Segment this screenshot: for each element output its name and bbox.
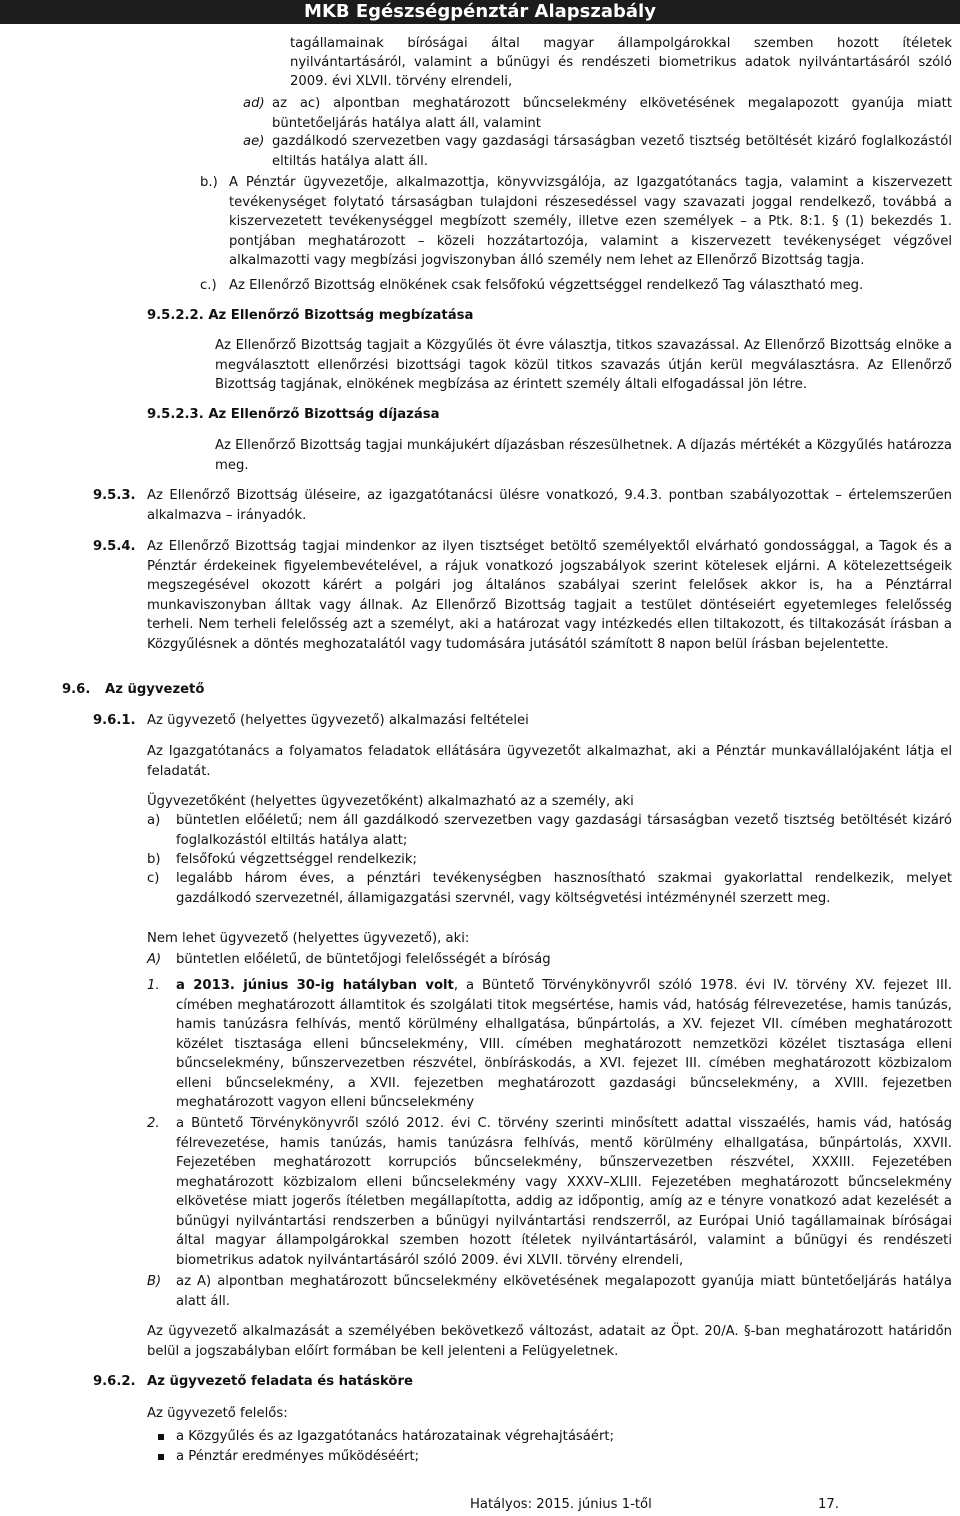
paragraph-9-6-1-p3: Nem lehet ügyvezető (helyettes ügyvezető), aki: (147, 931, 470, 946)
section-num-9-5-4: 9.5.4. (93, 539, 136, 554)
footer-effective-date: Hatályos: 2015. június 1-től (470, 1497, 652, 1512)
list-item-b-text: felsőfokú végzettséggel rendelkezik; (176, 852, 417, 867)
section-num-9-6-2: 9.6.2. (93, 1374, 136, 1389)
list-item-a-text: büntetlen előéletű; nem áll gazdálkodó szervezetben vagy gazdasági társaságban vezető tisztség betöltését kizáró foglalkozástól eltiltás hatálya alatt; (176, 813, 952, 848)
item-A-text: büntetlen előéletű, de büntetőjogi felelősségét a bíróság (176, 952, 551, 967)
paragraph-9-6-1-p1: Az Igazgatótanács a folyamatos feladatok ellátására ügyvezetőt alkalmazhat, aki a Pénztár munkavállalójaként látja el feladatát. (147, 744, 952, 779)
item-1-body: , a Büntető Törvénykönyvről szóló 1978. évi IV. törvény XV. fejezet III. címében meghatározott államtitok és szolgálati titok megsértése, hamis vád, hatóság félrevezetése, hamis tanúzás, hamis tanúzásra felhívás, mentő körülmény elhallgatása, bűnpártolás, a XV. fejezet VII. címében meghatározott közélet tisztasága elleni bűncselekmény, VIII. címében meghatározott nemzetközi közélet tisztasága elleni bűncselekmény, bűnszervezetben részvétel, önbíráskodás, a XVI. fejezet III. címében meghatározott közbizalom elleni bűncselekmény, a XVII. fejezetben meghatározott gazdasági bűncselekmény, a XVIII. fejezetben meghatározott vagyon elleni bűncselekmény (176, 978, 952, 1110)
item-1-label: 1. (147, 978, 160, 993)
heading-9-5-2-3: 9.5.2.3. Az Ellenőrző Bizottság díjazása (147, 407, 440, 422)
paragraph-9-5-4: Az Ellenőrző Bizottság tagjai mindenkor az ilyen tisztséget betöltő személyektől elvárható gondossággal, a Tagok és a Pénztár érdekeinek figyelembevételével, a rájuk vonatkozó jogszabályok szerint kötelesek eljárni. A kötelezettségeik megszegésével okozott kárért a polgári jog általános szabályai szerint felelősek akkor is, ha a Pénztárral munkaviszonyban álltak vagy állnak. Az Ellenőrző Bizottság tagjait a testület döntéseiért egyetemleges felelősség terheli. Nem terheli felelősség azt a személyt, aki a határozat vagy intézkedés ellen tiltakozott, és tiltakozását írásban a Közgyűlésnek a döntés meghozatalától vagy tudomására jutásától számított 8 napon belül írásban bejelentette. (147, 539, 952, 652)
item-A-label: A) (147, 952, 162, 967)
item-B-label: B) (147, 1274, 162, 1289)
list-item-a-label: a) (147, 813, 161, 828)
continuation-line-2: nyilvántartásáról, valamint a bűnügyi és rendészeti biometrikus adatok nyilvántartásáról szóló (290, 55, 952, 70)
item-1-prefix: a (176, 978, 194, 993)
section-title-9-6: Az ügyvezető (105, 682, 205, 697)
paragraph-9-5-2-3: Az Ellenőrző Bizottság tagjai munkájukért díjazásban részesülhetnek. A díjazás mértékét a Közgyűlés határozza meg. (215, 438, 952, 473)
item-ae-text: gazdálkodó szervezetben vagy gazdasági társaságban vezető tisztség betöltését kizáró foglalkozástól eltiltás hatálya alatt áll. (272, 134, 952, 169)
continuation-line-3: 2009. évi XLVII. törvény elrendeli, (290, 74, 513, 89)
list-item-b-label: b) (147, 852, 161, 867)
item-b-text: A Pénztár ügyvezetője, alkalmazottja, könyvvizsgálója, az Igazgatótanács tagja, valamint a kiszervezett tevékenységet folytató társaságban tulajdoni részesedéssel vagy szavazati joggal rendelkező, továbbá a kiszervezetett tevékenységgel megbízott személy, illetve ezen személyek – a Ptk. 8:1. § (1) bekezdés 1. pontjában meghatározott – közeli hozzátartozója, valamint a kiszervezett tevékenységet végzővel alkalmazotti vagy megbízási jogviszonyban álló személy nem lehet az Ellenőrző Bizottság tagja. (229, 175, 952, 268)
item-ad-text: az ac) alpontban meghatározott bűncselekmény elkövetésének megalapozott gyanúja miatt büntetőeljárás hatálya alatt áll, valamint (272, 96, 952, 131)
item-c-text: Az Ellenőrző Bizottság elnökének csak felsőfokú végzettséggel rendelkező Tag választható meg. (229, 278, 864, 293)
item-1-text (176, 976, 952, 1113)
item-1-bold-date: 2013. június 30-ig hatályban volt (193, 978, 454, 993)
paragraph-9-5-3: Az Ellenőrző Bizottság üléseire, az igazgatótanácsi ülésre vonatkozó, 9.4.3. pontban szabályozottak – értelemszerűen alkalmazva – irányadók. (147, 488, 952, 523)
list-item-c-label: c) (147, 871, 160, 886)
section-num-9-6: 9.6. (62, 682, 91, 697)
continuation-line-1: tagállamainak bíróságai által magyar állampolgárokkal szemben hozott ítéletek (290, 36, 952, 51)
list-item-c-text: legalább három éves, a pénztári tevékenységben hasznosítható szakmai gyakorlattal rendelkezik, melyet gazdálkodó szervezetnél, államigazgatási szervnél, vagy költségvetési intézménynél szerzett meg. (176, 871, 952, 906)
item-2-label: 2. (147, 1116, 160, 1131)
document-header (0, 0, 960, 24)
item-B-text: az A) alpontban meghatározott bűncselekmény elkövetésének megalapozott gyanúja miatt büntetőeljárás hatálya alatt áll. (176, 1274, 952, 1309)
bullet-item-2: a Pénztár eredményes működéséért; (176, 1449, 420, 1464)
section-title-9-6-1: Az ügyvezető (helyettes ügyvezető) alkalmazási feltételei (147, 713, 529, 728)
bullet-square-icon (158, 1434, 164, 1440)
document-title: MKB Egészségpénztár Alapszabály (304, 1, 656, 22)
item-b-label: b.) (200, 175, 218, 190)
paragraph-9-5-2-2: Az Ellenőrző Bizottság tagjait a Közgyűlés öt évre választja, titkos szavazással. Az Ellenőrző Bizottság elnöke a megválasztott ellenőrzési bizottsági tagok közül titkos szavazás útján kerül megválasztásra. Az Ellenőrző Bizottság tagjának, elnökének megbízása az érintett személy általi elfogadással jön létre. (215, 338, 952, 392)
section-title-9-6-2: Az ügyvezető feladata és hatásköre (147, 1374, 413, 1389)
heading-9-5-2-2: 9.5.2.2. Az Ellenőrző Bizottság megbízatása (147, 308, 474, 323)
item-c-label: c.) (200, 278, 217, 293)
footer-page-number: 17. (818, 1497, 839, 1512)
section-num-9-5-3: 9.5.3. (93, 488, 136, 503)
item-ae-label: ae) (243, 134, 265, 149)
item-2-text: a Büntető Törvénykönyvről szóló 2012. évi C. törvény szerinti minősített adattal visszaélés, hamis vád, hatóság félrevezetése, hamis tanúzás, hamis tanúzásra felhívás, mentő körülmény elhallgatása, bűnpártolás, XXVII. Fejezetében meghatározott korrupciós bűncselekmény, bűnszervezetben részvétel, XXXIII. Fejezetében meghatározott közbizalom elleni bűncselekmény vagy XXXV–XLIII. Fejezetében meghatározott bűncselekmény elkövetése miatt jogerős ítéletben megállapította, addig az időpontig, amíg az e tényre vonatkozó adat kezelését a bűnügyi nyilvántartási rendszerben a bűnügyi nyilvántartási rendszerről, az Európai Unió tagállamainak bíróságai által magyar állampolgárokkal szemben hozott ítéletek nyilvántartásáról, valamint a bűnügyi és rendészeti biometrikus adatok nyilvántartásáról szóló 2009. évi XLVII. törvény elrendeli, (176, 1116, 952, 1268)
paragraph-9-6-2-intro: Az ügyvezető felelős: (147, 1406, 288, 1421)
bullet-item-1: a Közgyűlés és az Igazgatótanács határozatainak végrehajtásáért; (176, 1429, 615, 1444)
paragraph-9-6-1-p4: Az ügyvezető alkalmazását a személyében bekövetkező változást, adatait az Öpt. 20/A. §-ban meghatározott határidőn belül a jogszabályban előírt formában be kell jelenteni a Felügyeletnek. (147, 1324, 952, 1359)
paragraph-9-6-1-p2: Ügyvezetőként (helyettes ügyvezetőként) alkalmazható az a személy, aki (147, 794, 634, 809)
bullet-square-icon (158, 1454, 164, 1460)
item-ad-label: ad) (243, 96, 265, 111)
section-num-9-6-1: 9.6.1. (93, 713, 136, 728)
